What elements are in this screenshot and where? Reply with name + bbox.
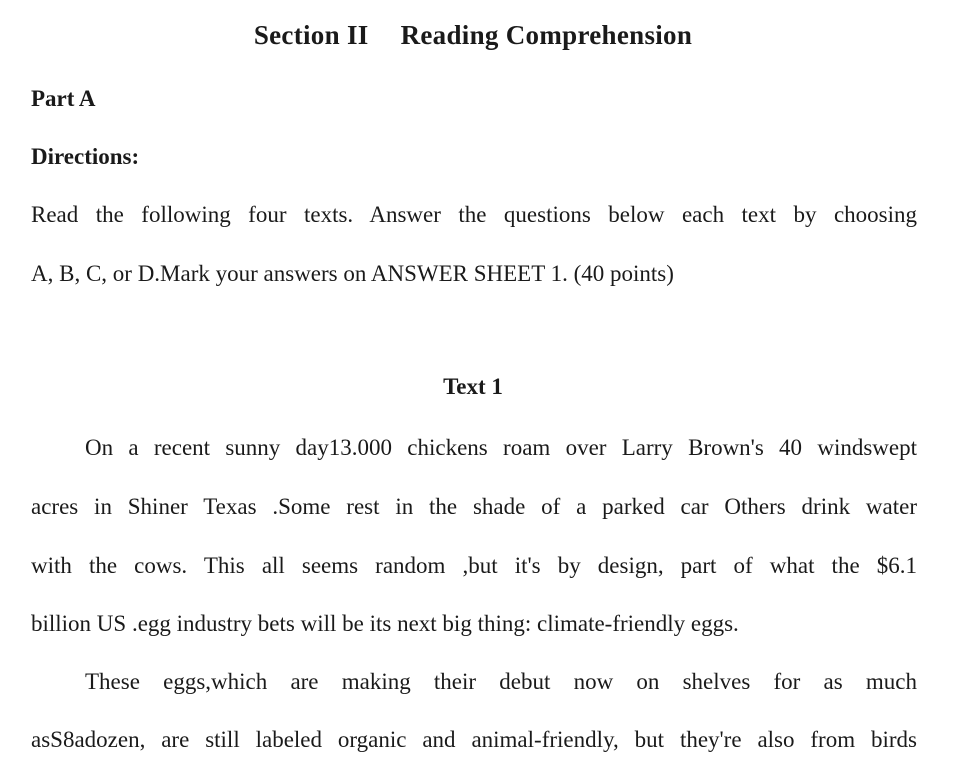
paragraph-line: acres in Shiner Texas .Some rest in the shade of a parked car Others drink water xyxy=(31,494,917,519)
section-title xyxy=(0,20,946,51)
section-name: Reading Comprehension xyxy=(400,20,693,50)
text-title: Text 1 xyxy=(443,374,503,399)
paragraph-line: with the cows. This all seems random ,but it's by design, part of what the $6.1 xyxy=(31,553,917,578)
paragraph-line: These eggs,which are making their debut now on shelves for as much xyxy=(85,669,917,694)
part-heading: Part A xyxy=(31,86,96,111)
section-label: Section II xyxy=(253,20,369,50)
directions-line: A, B, C, or D.Mark your answers on ANSWER SHEET 1. (40 points) xyxy=(31,261,674,286)
paragraph-line: On a recent sunny day13.000 chickens roam over Larry Brown's 40 windswept xyxy=(85,435,917,460)
directions-heading: Directions: xyxy=(31,144,140,169)
directions-line: Read the following four texts. Answer the questions below each text by choosing xyxy=(31,202,917,227)
paragraph-line: asS8adozen, are still labeled organic and animal-friendly, but they're also from birds xyxy=(31,727,917,752)
paragraph-line: billion US .egg industry bets will be its next big thing: climate-friendly eggs. xyxy=(31,611,739,636)
